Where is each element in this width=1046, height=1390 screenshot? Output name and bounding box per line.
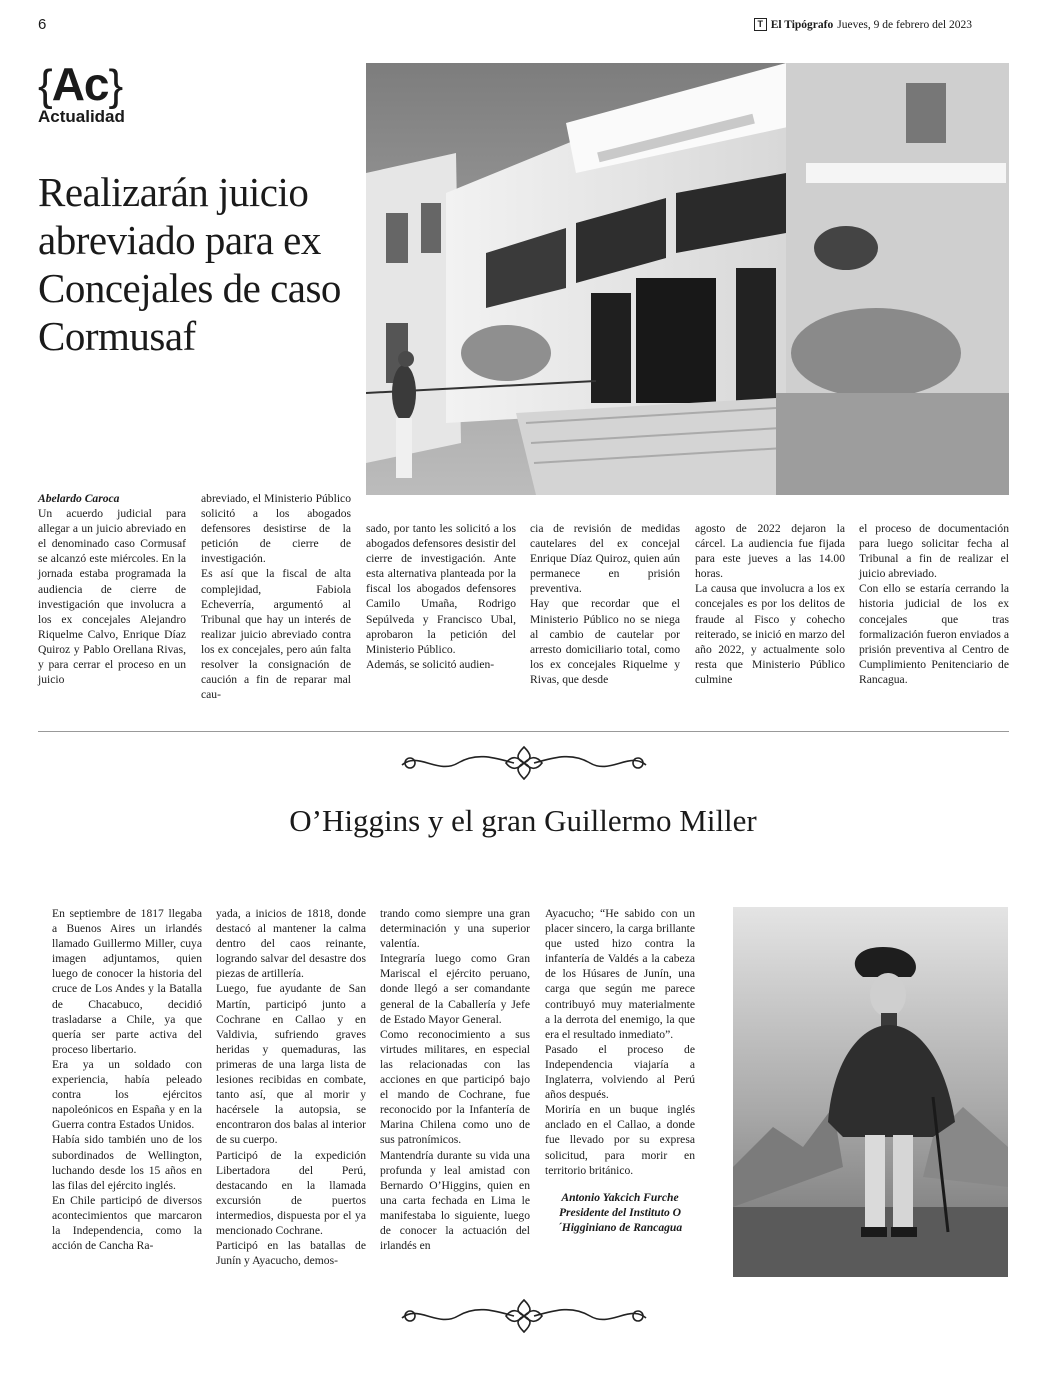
article1-paragraph: Además, se solicitó audien-: [366, 657, 495, 671]
article1-paragraph: Es así que la fiscal de alta complejidad, Fabiola Echeverría, argumentó al Tribunal que hay un interés de realizar juicio abreviado contra los ex concejales, pero aún falta resolver la consignación de caución a fin de reparar mal cau-: [201, 567, 351, 702]
newspaper-logo-icon: T: [754, 18, 767, 31]
article1-column-2: [201, 491, 351, 702]
article1-paragraph: abreviado, el Ministerio Público solicitó a los abogados defensores desistirse de la petición de cierre de investigación.: [201, 492, 351, 566]
article1-column-3: [366, 521, 516, 672]
article1-paragraph: Con ello se estaría cerrando la historia judicial de los ex concejales que tras formalización fueron enviados a prisión preventiva al Centro de Cumplimiento Penitenciario de Rancagua.: [859, 582, 1009, 686]
municipal-building-photo: [366, 63, 1009, 495]
section-mark: {Ac} Actualidad: [38, 58, 125, 126]
article1-paragraph: agosto de 2022 dejaron la cárcel. La audiencia fue fijada para este jueves a las 14.00 horas.: [695, 522, 845, 581]
masthead: [754, 18, 972, 31]
article2-column-2: [216, 906, 366, 1268]
article2-paragraph: Había sido también uno de los subordinados de Wellington, luchando desde los 15 años en las filas del ejército inglés.: [52, 1133, 202, 1192]
article2-paragraph: Era ya un soldado con experiencia, había peleado contra los ejércitos napoleónicos en España y en la Guerra contra Estados Unidos.: [52, 1057, 202, 1132]
article1-byline: Abelardo Caroca: [38, 492, 120, 505]
article1-paragraph: La causa que involucra a los ex concejales es por los delitos de fraude al Fisco y cohecho reiterado, se inició en marzo del año 2022, y actualmente solo resta que Ministerio Público culmine: [695, 582, 845, 686]
issue-date: Jueves, 9 de febrero del 2023: [837, 18, 972, 31]
section-name: Actualidad: [38, 107, 125, 126]
portrait-illustration: [733, 907, 1008, 1277]
publication-name: El Tipógrafo: [770, 18, 834, 31]
article2-paragraph: trando como siempre una gran determinación y una superior valentía.: [380, 907, 530, 951]
article1-column-6: [859, 521, 1009, 687]
author-role: Presidente del Instituto O´Higginiano de Rancagua: [557, 1205, 683, 1234]
article2-paragraph: Ayacucho; “He sabido con un placer sincero, la carga brillante que usted hizo contra la infantería de Valdés a la cabeza de los Húsares de Junín, una carga que según me parece contribuyó muy materialmente a la derrota del enemigo, la que era el resultado inmediato”.: [545, 907, 695, 1041]
author-name: Antonio Yakcich Furche: [561, 1190, 679, 1204]
article2-paragraph: Pasado el proceso de Independencia viajaría a Inglaterra, volviendo al Perú años después.: [545, 1042, 695, 1102]
article2-column-1: [52, 906, 202, 1253]
article2-paragraph: Mantendría durante su vida una profunda y leal amistad con Bernardo O’Higgins, quien en una carta fechada en Lima le manifestaba lo siguiente, luego de conocer la actuación del irlandés en: [380, 1148, 530, 1253]
ornament-flourish-icon: [398, 745, 650, 781]
article2-paragraph: Luego, fue ayudante de San Martín, participó junto a Cochrane en Callao y en Valdivia, sufriendo graves heridas y quemaduras, las primeras de una larga lista de lesiones recibidas en combate, tanto así, que al morir y hacérsele la autopsia, se encontraron dos balas al interior de su cuerpo.: [216, 982, 366, 1147]
article2-paragraph: yada, a inicios de 1818, donde destacó al mantener la calma dentro del caos reinante, logrando salvar del desastre dos piezas de artillería.: [216, 907, 366, 981]
article1-paragraph: cia de revisión de medidas cautelares del ex concejal Enrique Díaz Quiroz, quien aún permanece en prisión preventiva.: [530, 522, 680, 596]
article2-column-4: [545, 906, 695, 1235]
ornament-flourish-icon: [398, 1298, 650, 1334]
article2-paragraph: Como reconocimiento a sus virtudes militares, en especial las relacionadas con las acciones en que participó bajo el mando de Cochrane, fue reconocido por la Infantería de Marina Chilena como uno de sus patronímicos.: [380, 1027, 530, 1147]
article1-paragraph: Hay que recordar que el Ministerio Público no se niega al cambio de cautelar por arresto domiciliario total, como los ex concejales Riquelme y Rivas, que desde: [530, 597, 680, 686]
article2-paragraph: Participó en las batallas de Junín y Ayacucho, demos-: [216, 1239, 366, 1268]
article2-paragraph: En septiembre de 1817 llegaba a Buenos Aires un irlandés llamado Guillermo Miller, cuya imagen adjuntamos, quien luego de conocer la historia del cruce de Los Andes y la Batalla de Chacabuco, decidió trasladarse a Chile, ya que quería ser parte activa del proceso libertario.: [52, 907, 202, 1056]
building-illustration: [366, 63, 1009, 495]
article2-headline: O’Higgins y el gran Guillermo Miller: [289, 803, 757, 838]
guillermo-miller-portrait: [733, 907, 1008, 1277]
section-divider: [38, 731, 1009, 732]
article1-paragraph: el proceso de documentación para luego solicitar fecha al Tribunal a fin de realizar el juicio abreviado.: [859, 522, 1009, 581]
article1-column-4: [530, 521, 680, 687]
section-abbreviation: Ac: [51, 58, 109, 110]
article2-paragraph: Integraría luego como Gran Mariscal el ejército peruano, donde llegó a ser comandante general de la Caballería y Jefe de Estado Mayor General.: [380, 952, 530, 1026]
article2-paragraph: En Chile participó de diversos acontecimientos que marcaron la Independencia, como la acción de Cancha Ra-: [52, 1193, 202, 1253]
article2-paragraph: Moriría en un buque inglés anclado en el Callao, a donde fue llevado por su expresa solicitud, para morir en territorio británico.: [545, 1103, 695, 1177]
article1-headline: Realizarán juicio abreviado para ex Concejales de caso Cormusaf: [38, 169, 341, 359]
article1-paragraph: Un acuerdo judicial para allegar a un juicio abreviado en el denominado caso Cormusaf se alcanzó este miércoles. En la jornada estaba programada la audiencia de cierre de investigación que involucra a los ex concejales Alejandro Riquelme Calvo, Enrique Díaz Quiroz y Pablo Orellana Rivas, y para cerrar el proceso en un juicio: [38, 507, 186, 687]
article1-column-1: [38, 491, 186, 687]
article1-column-5: [695, 521, 845, 687]
article2-column-3: [380, 906, 530, 1253]
article1-paragraph: sado, por tanto les solicitó a los abogados defensores desistir del cierre de investigación. Ante esta alternativa planteada por la fiscal los abogados defensores Camilo Umaña, Rodrigo Sepúlveda y Francisco Ubal, aprobaron la petición del Ministerio Público.: [366, 522, 516, 656]
author-signature: [545, 1190, 695, 1235]
page-number: 6: [38, 16, 47, 33]
article2-paragraph: Participó de la expedición Libertadora del Perú, destacando en la llamada excursión de puertos intermedios, dispuesta por el ya mencionado Cochrane.: [216, 1148, 366, 1237]
